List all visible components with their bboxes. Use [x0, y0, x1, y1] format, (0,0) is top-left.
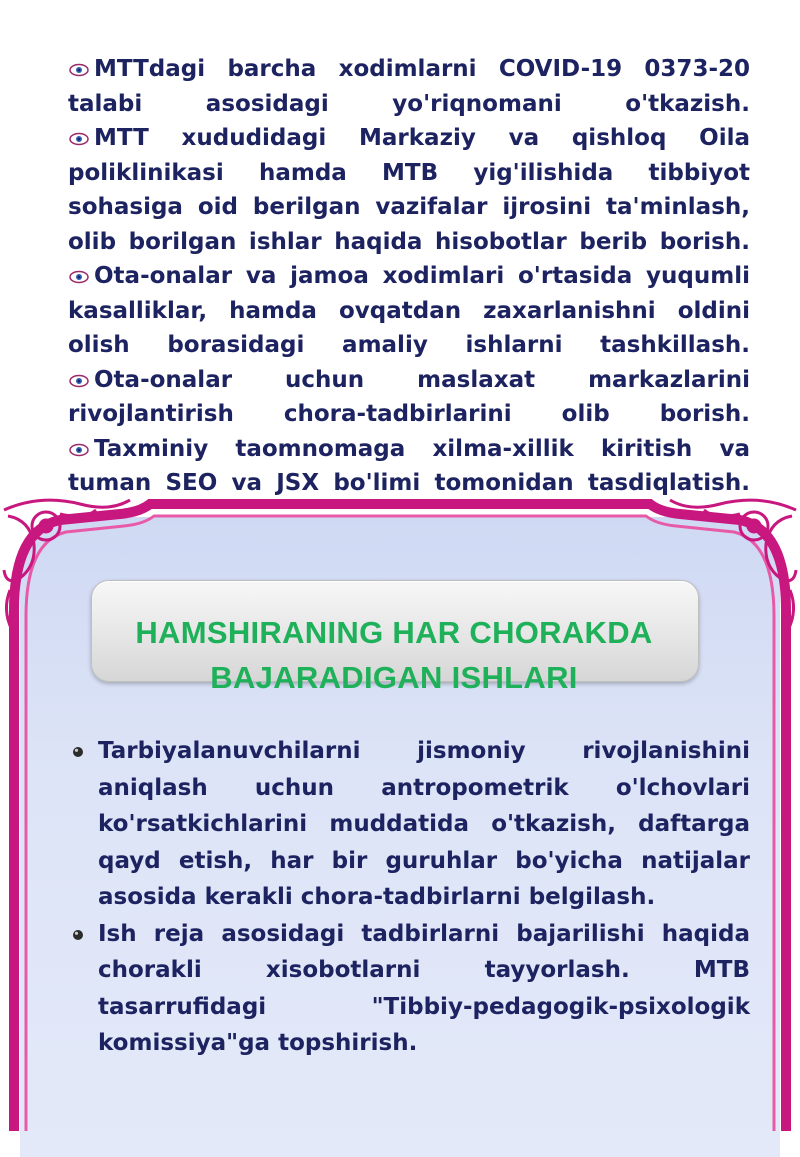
quarterly-task-list	[72, 733, 750, 1062]
list-item-text: MTT xududidagi Markaziy va qishloq Oila poliklinikasi hamda MTB yig'ilishida tibbiyot sohasiga oid berilgan vazifalar ijrosini ta'minlash, olib borilgan ishlar haqida hisobotlar berib borish.	[68, 125, 750, 255]
list-item	[68, 52, 750, 121]
section-heading	[91, 610, 697, 700]
list-item	[68, 259, 750, 363]
list-item-text: MTTdagi barcha xodimlarni COVID-19 0373-20 talabi asosidagi yo'riqnomani o'tkazish.	[68, 56, 750, 117]
list-item	[68, 363, 750, 432]
list-item	[72, 916, 750, 1062]
top-task-list	[68, 52, 750, 501]
round-bullet-icon	[72, 929, 84, 941]
eye-icon	[68, 63, 90, 77]
round-bullet-icon	[72, 746, 84, 758]
list-item	[72, 733, 750, 916]
heading-line-1: HAMSHIRANING HAR CHORAKDA	[135, 615, 653, 650]
eye-icon	[68, 374, 90, 388]
list-item-text: Ota-onalar va jamoa xodimlari o'rtasida yuqumli kasalliklar, hamda ovqatdan zaxarlanishni oldini olish borasidagi amaliy ishlarni tashkillash.	[68, 263, 750, 358]
list-item-text: Taxminiy taomnomaga xilma-xillik kiritish va tuman SEO va JSX bo'limi tomonidan tasdiqlatish.	[68, 435, 750, 496]
heading-line-2: BAJARADIGAN ISHLARI	[210, 660, 578, 695]
list-item-text: Ota-onalar uchun maslaxat markazlarini rivojlantirish chora-tadbirlarini olib borish.	[68, 366, 750, 427]
eye-icon	[68, 132, 90, 146]
list-item	[68, 121, 750, 259]
eye-icon	[68, 270, 90, 284]
list-item-text: Tarbiyalanuvchilarni jismoniy rivojlanishini aniqlash uchun antropometrik o'lchovlari ko'rsatkichlarini muddatida o'tkazish, daftarga qayd etish, har bir guruhlar bo'yicha natijalar asosida kerakli chora-tadbirlarni belgilash.	[98, 738, 750, 910]
eye-icon	[68, 443, 90, 457]
list-item-text: Ish reja asosidagi tadbirlarni bajarilishi haqida chorakli xisobotlarni tayyorlash. MTB tasarrufidagi "Tibbiy-pedagogik-psixologik komissiya"ga topshirish.	[98, 920, 750, 1056]
